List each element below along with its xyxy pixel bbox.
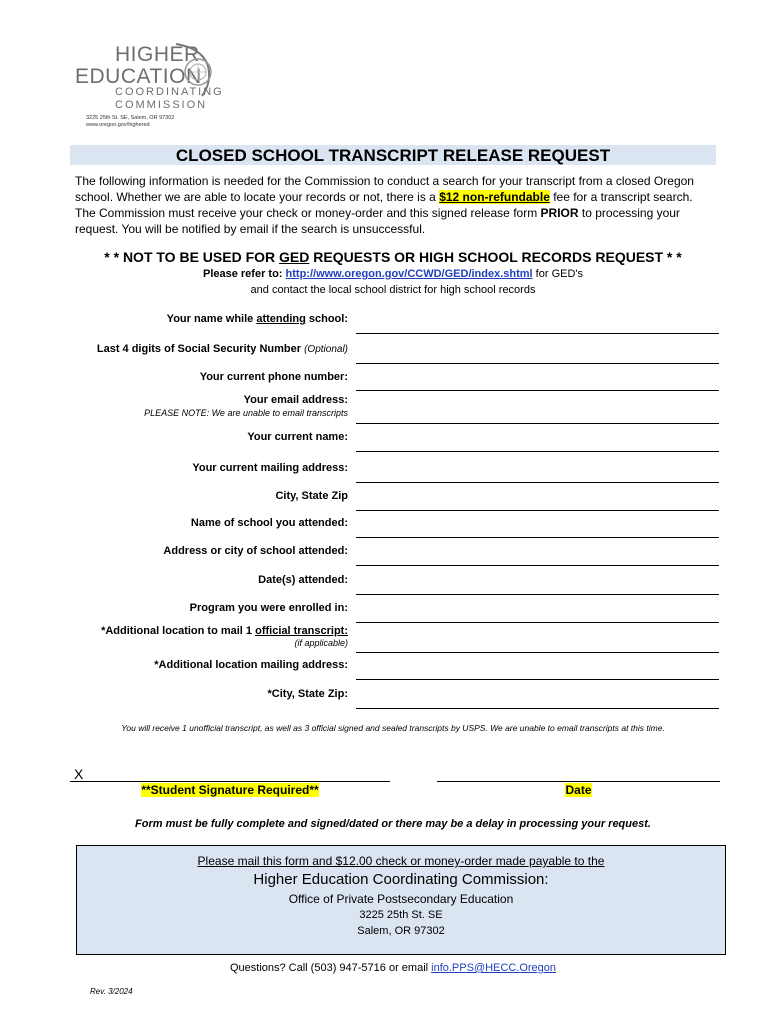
warning-before: * * NOT TO BE USED FOR bbox=[104, 249, 280, 265]
label-school-address: Address or city of school attended: bbox=[163, 545, 348, 557]
logo-text-commission: COMMISSION bbox=[115, 99, 208, 111]
field-name-while-attending[interactable] bbox=[356, 333, 719, 334]
mail-street: 3225 25th St. SE bbox=[359, 909, 443, 921]
intro-paragraph bbox=[75, 173, 715, 237]
intro-text-1: The following information is needed for the Commission to conduct a search for your transcript from a closed Oregon school. Whether we are able to locate your records or not, there is a bbox=[75, 174, 694, 204]
label-school-name: Name of school you attended: bbox=[190, 517, 348, 529]
field-dates-attended[interactable] bbox=[356, 594, 719, 595]
field-additional-city[interactable] bbox=[356, 708, 719, 709]
signature-x: X bbox=[74, 766, 84, 782]
label-name-pre: Your name while bbox=[166, 313, 257, 325]
page-title: CLOSED SCHOOL TRANSCRIPT RELEASE REQUEST bbox=[175, 146, 611, 165]
label-ssn-text: Last 4 digits of Social Security Number bbox=[96, 343, 302, 355]
label-mailing-address: Your current mailing address: bbox=[192, 462, 348, 474]
label-email: Your email address: bbox=[243, 394, 348, 406]
logo-website-line: www.oregon.gov/highered bbox=[86, 122, 150, 129]
field-program[interactable] bbox=[356, 622, 719, 623]
logo-text-coordinating: COORDINATING bbox=[115, 86, 224, 98]
signature-label-text: **Student Signature Required** bbox=[141, 783, 319, 797]
field-additional-mailing[interactable] bbox=[356, 679, 719, 680]
fee-highlight: $12 non-refundable bbox=[439, 190, 550, 204]
mail-payee: Higher Education Coordinating Commission: bbox=[253, 871, 549, 888]
questions-line bbox=[70, 962, 716, 974]
field-city-state-zip[interactable] bbox=[356, 510, 719, 511]
email-note: PLEASE NOTE: We are unable to email transcripts bbox=[144, 408, 348, 418]
mail-city: Salem, OR 97302 bbox=[357, 925, 445, 937]
field-school-name[interactable] bbox=[356, 537, 719, 538]
label-additional-mailing: *Additional location mailing address: bbox=[154, 659, 348, 671]
if-applicable-note: (if applicable) bbox=[294, 638, 348, 648]
seal-icon bbox=[172, 42, 216, 102]
field-school-address[interactable] bbox=[356, 565, 719, 566]
logo-address-line: 3225 25th St. SE, Salem, OR 97302 bbox=[86, 115, 175, 121]
label-additional-location bbox=[101, 625, 348, 637]
label-dates-attended: Date(s) attended: bbox=[258, 574, 348, 586]
logo-text-education: EDUCATION bbox=[75, 65, 202, 88]
label-phone: Your current phone number: bbox=[199, 371, 348, 383]
signature-field[interactable] bbox=[70, 781, 390, 782]
field-mailing-address[interactable] bbox=[356, 482, 719, 483]
label-additional-city: *City, State Zip: bbox=[267, 688, 348, 700]
label-current-name: Your current name: bbox=[247, 431, 348, 443]
intro-text-3: to processing your request. You will be notified by email if the search is unsuccessful. bbox=[75, 206, 680, 236]
prior-emphasis: PRIOR bbox=[540, 206, 579, 220]
contact-email-link[interactable]: info.PPS@HECC.Oregon bbox=[431, 962, 557, 974]
questions-text: Questions? Call (503) 947-5716 or email bbox=[229, 962, 432, 974]
date-label bbox=[437, 783, 720, 797]
field-current-name[interactable] bbox=[356, 451, 719, 452]
logo-text-higher: HIGHER bbox=[115, 43, 200, 66]
field-additional-location[interactable] bbox=[356, 652, 719, 653]
complete-note: Form must be fully complete and signed/dated or there may be a delay in processing your request. bbox=[135, 818, 651, 830]
receive-note: You will receive 1 unofficial transcript, as well as 3 official signed and sealed transcripts by USPS. We are unable to email transcripts at this time. bbox=[121, 723, 665, 733]
label-name-while-attending bbox=[167, 313, 348, 325]
signature-label bbox=[70, 783, 390, 797]
ged-link[interactable]: http://www.oregon.gov/CCWD/GED/index.shtml bbox=[285, 268, 533, 280]
contact-local-note: and contact the local school district for high school records bbox=[250, 284, 536, 296]
mail-instructions-line: Please mail this form and $12.00 check or money-order made payable to the bbox=[197, 854, 605, 868]
date-field[interactable] bbox=[437, 781, 720, 782]
logo-address bbox=[86, 115, 174, 130]
warning-after: REQUESTS OR HIGH SCHOOL RECORDS REQUEST * * bbox=[309, 249, 682, 265]
label-ssn bbox=[97, 343, 348, 355]
refer-after: for GED's bbox=[532, 268, 584, 280]
label-program: Program you were enrolled in: bbox=[189, 602, 348, 614]
intro-text-2: fee for a transcript search. The Commission must receive your check or money-order and this signed release form bbox=[75, 190, 693, 220]
field-email[interactable] bbox=[356, 423, 719, 424]
label-official-transcript: official transcript: bbox=[255, 625, 348, 637]
refer-label: Please refer to: bbox=[202, 268, 286, 280]
revision-date: Rev. 3/2024 bbox=[90, 987, 133, 996]
field-phone[interactable] bbox=[356, 390, 719, 391]
date-label-text: Date bbox=[565, 783, 592, 797]
field-ssn[interactable] bbox=[356, 363, 719, 364]
mail-office: Office of Private Postsecondary Education bbox=[288, 892, 514, 906]
label-additional-pre: *Additional location to mail 1 bbox=[101, 625, 256, 637]
label-name-attending: attending bbox=[256, 313, 306, 325]
label-city-state-zip: City, State Zip bbox=[275, 490, 348, 502]
label-name-post: school: bbox=[305, 313, 348, 325]
label-ssn-optional: (Optional) bbox=[304, 344, 348, 355]
ged-warning bbox=[70, 249, 716, 265]
warning-ged: GED bbox=[279, 249, 310, 265]
refer-line bbox=[70, 268, 716, 280]
